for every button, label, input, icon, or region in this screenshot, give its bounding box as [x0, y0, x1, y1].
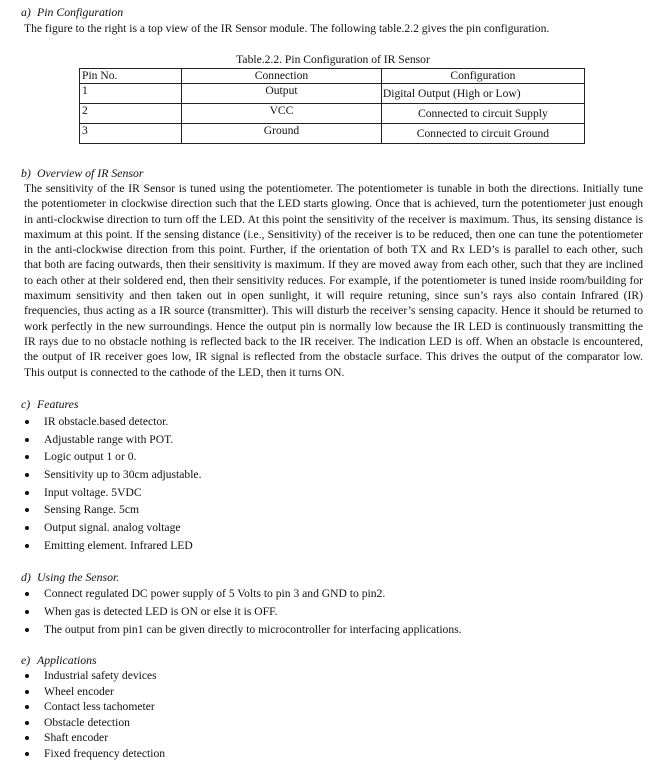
list-item	[22, 623, 462, 641]
list-item-text: Adjustable range with POT.	[44, 432, 174, 446]
paragraph-line: This output is connected to the cathode of the LED, then it turns ON.	[24, 365, 345, 379]
section-b-letter: b)	[21, 166, 31, 180]
applications-list	[22, 669, 165, 762]
list-item-text: Fixed frequency detection	[44, 746, 166, 760]
list-item-text: The output from pin1 can be given directly to microcontroller for interfacing applications.	[44, 623, 462, 636]
bullet-icon	[25, 628, 29, 632]
list-item	[22, 716, 165, 732]
list-item-text: IR obstacle.based detector.	[44, 415, 169, 428]
bullet-icon	[25, 610, 29, 614]
section-a-title: Pin Configuration	[37, 5, 124, 19]
paragraph-line: that both are facing outwards, then their sensitivity is maximum. If they are moved away from each other, such that they are inclined	[24, 258, 643, 272]
list-item-text: Connect regulated DC power supply of 5 Volts to pin 3 and GND to pin2.	[44, 587, 386, 600]
list-item	[22, 747, 165, 763]
list-item	[22, 486, 201, 504]
list-item	[22, 669, 165, 685]
list-item-text: Industrial safety devices	[44, 669, 157, 682]
paragraph-line: The sensitivity of the IR Sensor is tuned using the potentiometer. The potentiometer is tunable in both the directions. Initially tune	[24, 182, 643, 195]
table-row	[80, 124, 585, 144]
paragraph-line: maximum at this point. If the sensing distance (i.e., Sensitivity) of the receiver is to be reduced, then one can tune the potentiometer	[24, 227, 643, 241]
table-cell: Connected to circuit Supply	[381, 104, 584, 124]
section-a-intro: The figure to the right is a top view of the IR Sensor module. The following table.2.2 gives the pin configuration.	[24, 22, 550, 35]
bullet-icon	[25, 544, 29, 548]
list-item	[22, 605, 462, 623]
bullet-icon	[25, 420, 29, 424]
paragraph-line: IR rays due to no obstacle nothing is reflected back to the IR receiver. The indication LED is off. When an obstacle is encountered,	[24, 334, 643, 348]
paragraph-line: to each other at their soldered end, then their sensitivity reduces. For example, if the potentiometer is tuned inside room/building for	[24, 273, 643, 287]
bullet-icon	[25, 674, 29, 678]
table-caption: Table.2.2. Pin Configuration of IR Sensor	[236, 53, 430, 66]
bullet-icon	[25, 705, 29, 709]
table-cell: 1	[80, 84, 182, 104]
section-c-letter: c)	[21, 397, 31, 411]
list-item	[22, 731, 165, 747]
usage-list	[22, 587, 462, 641]
bullet-icon	[25, 526, 29, 530]
table-cell: Output	[182, 84, 382, 104]
table-cell: Connected to circuit Ground	[381, 124, 584, 144]
paragraph-line: frequencies, thus acting as a IR source (transmitter). This will disturb the receiver’s sensing capacity. Hence it should be returned to	[24, 304, 643, 318]
table-header-row	[80, 69, 585, 84]
section-d-letter: d)	[21, 570, 31, 584]
list-item-text: Sensing Range. 5cm	[44, 503, 139, 517]
table-cell: VCC	[182, 104, 382, 124]
list-item	[22, 700, 165, 716]
table-cell: 2	[80, 104, 182, 124]
section-b-paragraph	[24, 181, 643, 380]
paragraph-line: the output of IR receiver goes low, IR signal is reflected from the obstacle surface. This drives the output of the comparator low.	[24, 350, 643, 364]
section-e-heading	[21, 653, 97, 667]
table-cell: Ground	[182, 124, 382, 144]
section-a-letter: a)	[21, 5, 31, 19]
list-item-text: Obstacle detection	[44, 715, 130, 729]
features-list	[22, 415, 201, 557]
table-row	[80, 84, 585, 104]
list-item-text: Sensitivity up to 30cm adjustable.	[44, 468, 202, 482]
section-c-heading	[21, 397, 79, 411]
list-item	[22, 539, 201, 557]
pin-configuration-table	[79, 68, 585, 144]
paragraph-line: in anti-clockwise direction to turn off the LED. At this point the sensitivity of the receiver is maximum. Thus, its sensing distance is	[24, 212, 643, 226]
bullet-icon	[25, 721, 29, 725]
section-d-heading	[21, 570, 119, 584]
bullet-icon	[25, 455, 29, 459]
bullet-icon	[25, 473, 29, 477]
list-item	[22, 503, 201, 521]
table-header-cell: Connection	[182, 69, 382, 84]
table-cell: Digital Output (High or Low)	[381, 84, 584, 104]
paragraph-line: in the anti-clockwise direction from this point. Further, if the orientation of both TX and Rx LED’s is parallel to each other, such	[24, 243, 643, 257]
bullet-icon	[25, 752, 29, 756]
list-item-text: Input voltage. 5VDC	[44, 485, 142, 499]
list-item	[22, 433, 201, 451]
list-item	[22, 587, 462, 605]
list-item	[22, 685, 165, 701]
bullet-icon	[25, 491, 29, 495]
section-e-title: Applications	[37, 653, 97, 667]
bullet-icon	[25, 690, 29, 694]
list-item-text: Shaft encoder	[44, 731, 109, 744]
list-item	[22, 468, 201, 486]
list-item	[22, 415, 201, 433]
list-item	[22, 450, 201, 468]
section-d-title: Using the Sensor.	[37, 570, 120, 584]
section-c-title: Features	[37, 397, 79, 411]
list-item-text: Contact less tachometer	[44, 700, 155, 713]
section-b-title: Overview of IR Sensor	[37, 166, 144, 180]
list-item-text: Emitting element. Infrared LED	[44, 538, 193, 552]
paragraph-line: maximum sensitivity and then taken out in open sunlight, it will require retuning, since sun’s rays also contain Infrared (IR)	[24, 289, 643, 303]
bullet-icon	[25, 508, 29, 512]
list-item-text: Output signal. analog voltage	[44, 521, 181, 535]
paragraph-line: the potentiometer in clockwise direction such that the LED starts glowing. Once that is achieved, turn the potentiometer just enough	[24, 197, 643, 211]
section-e-letter: e)	[21, 653, 31, 667]
section-a-heading	[21, 5, 123, 19]
table-cell: 3	[80, 124, 182, 144]
paragraph-line: work perfectly in the new surroundings. Hence the output pin is normally low because the IR LED is continuously transmitting the	[24, 319, 643, 333]
bullet-icon	[25, 592, 29, 596]
table-header-cell: Configuration	[381, 69, 584, 84]
section-b-heading	[21, 166, 143, 180]
table-row	[80, 104, 585, 124]
list-item	[22, 521, 201, 539]
table-header-cell: Pin No.	[80, 69, 182, 84]
list-item-text: Logic output 1 or 0.	[44, 450, 137, 464]
list-item-text: When gas is detected LED is ON or else it is OFF.	[44, 605, 278, 618]
bullet-icon	[25, 736, 29, 740]
list-item-text: Wheel encoder	[44, 684, 114, 698]
bullet-icon	[25, 438, 29, 442]
